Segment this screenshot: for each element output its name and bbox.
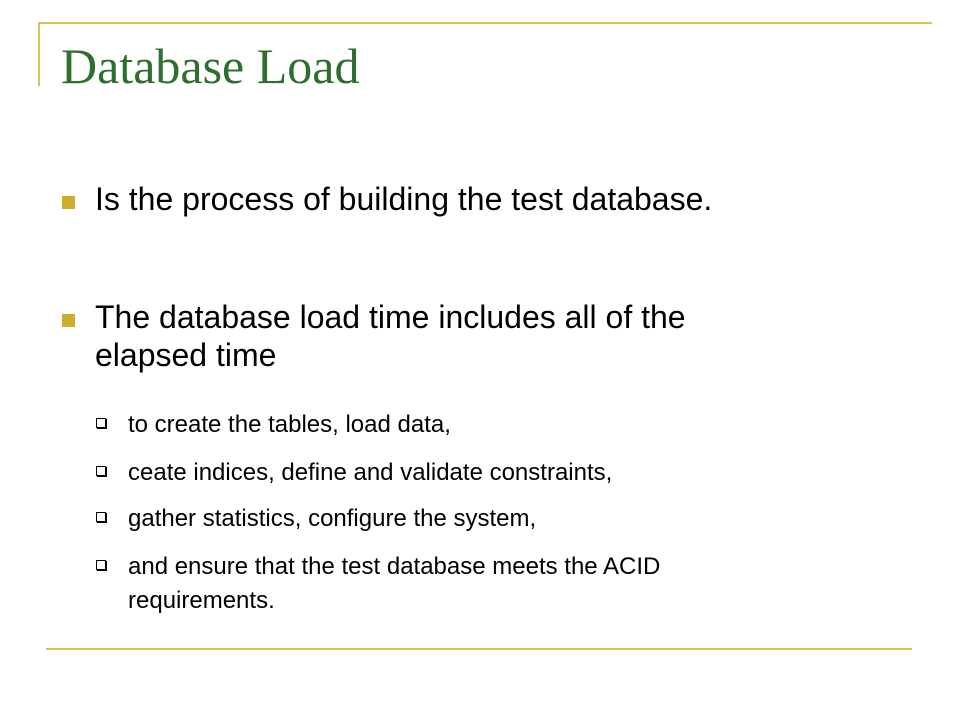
bullet-text bbox=[95, 298, 895, 374]
left-accent-rule bbox=[38, 22, 40, 86]
sub-bullet-text-line: and ensure that the test database meets the ACID bbox=[128, 553, 661, 580]
bullet-text-line: The database load time includes all of the bbox=[95, 299, 686, 335]
sub-bullet-text: ceate indices, define and validate constraints, bbox=[128, 459, 613, 486]
bullet-text bbox=[95, 180, 895, 218]
slide-title: Database Load bbox=[61, 38, 360, 94]
hollow-square-bullet-icon bbox=[96, 512, 106, 522]
sub-bullet-text-line: requirements. bbox=[128, 587, 275, 614]
bullet-text-line: Is the process of building the test database. bbox=[95, 181, 713, 217]
square-bullet-icon bbox=[62, 196, 75, 209]
hollow-square-bullet-icon bbox=[96, 418, 106, 428]
hollow-square-bullet-icon bbox=[96, 560, 106, 570]
bottom-accent-rule bbox=[46, 648, 912, 650]
square-bullet-icon bbox=[62, 314, 75, 327]
sub-bullet-text: to create the tables, load data, bbox=[128, 411, 451, 438]
hollow-square-bullet-icon bbox=[96, 466, 106, 476]
sub-bullet-text bbox=[128, 550, 928, 618]
top-accent-rule bbox=[38, 22, 932, 24]
sub-bullet-text: gather statistics, configure the system, bbox=[128, 505, 537, 532]
bullet-text-line: elapsed time bbox=[95, 337, 277, 373]
